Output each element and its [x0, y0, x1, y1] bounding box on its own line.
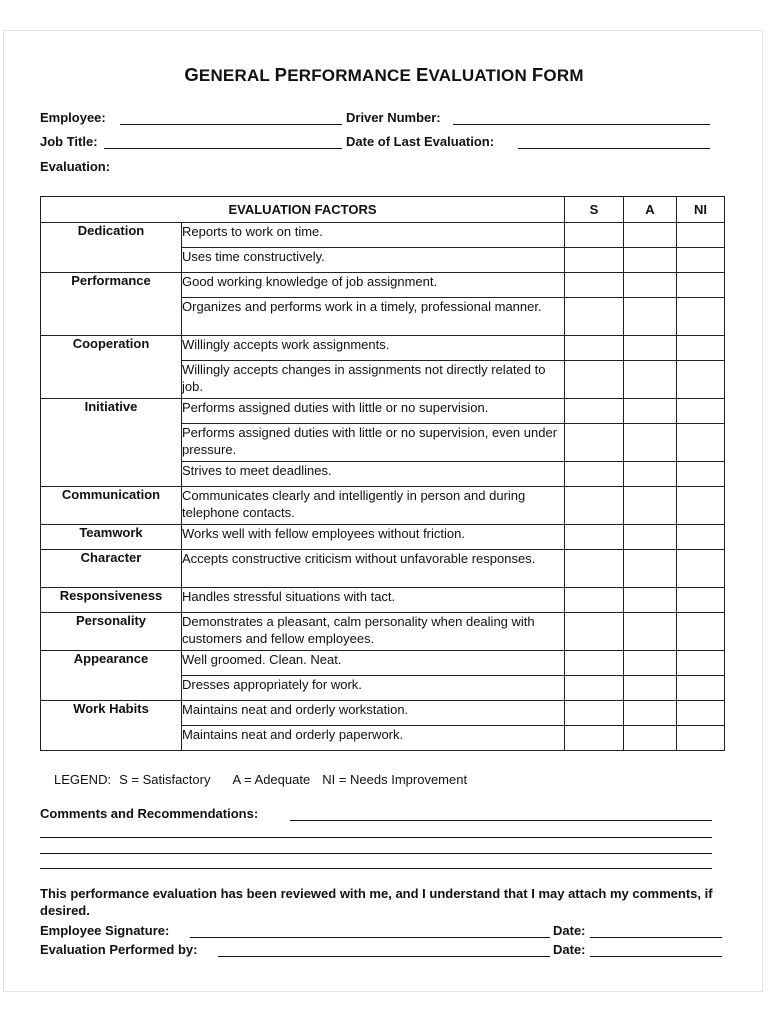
evaluation-table — [40, 196, 725, 751]
factor-text: Well groomed. Clean. Neat. — [182, 651, 565, 676]
rating-s-cell[interactable] — [565, 223, 624, 248]
rating-a-cell[interactable] — [624, 701, 677, 726]
table-row — [41, 588, 725, 613]
rating-ni-cell[interactable] — [677, 298, 725, 336]
rating-s-cell[interactable] — [565, 273, 624, 298]
category-personality: Personality — [41, 613, 182, 651]
rating-ni-cell[interactable] — [677, 726, 725, 751]
rating-ni-cell[interactable] — [677, 462, 725, 487]
rating-s-cell[interactable] — [565, 676, 624, 701]
table-row — [41, 399, 725, 424]
last-evaluation-label: Date of Last Evaluation: — [346, 134, 495, 149]
rating-ni-cell[interactable] — [677, 424, 725, 462]
factor-text: Accepts constructive criticism without unfavorable responses. — [182, 550, 565, 588]
rating-a-cell[interactable] — [624, 298, 677, 336]
employee-label: Employee: — [40, 110, 106, 125]
rating-ni-cell[interactable] — [677, 525, 725, 550]
factor-text: Demonstrates a pleasant, calm personality when dealing with customers and fellow employees. — [182, 613, 565, 651]
factors-header: EVALUATION FACTORS — [41, 197, 565, 223]
rating-ni-cell[interactable] — [677, 273, 725, 298]
category-performance: Performance — [41, 273, 182, 336]
employee-date-field[interactable] — [590, 937, 722, 938]
form-title: GENERAL PERFORMANCE EVALUATION FORM — [184, 64, 584, 85]
rating-s-cell[interactable] — [565, 424, 624, 462]
rating-ni-cell[interactable] — [677, 223, 725, 248]
rating-a-cell[interactable] — [624, 525, 677, 550]
rating-a-cell[interactable] — [624, 676, 677, 701]
factor-text: Communicates clearly and intelligently in person and during telephone contacts. — [182, 487, 565, 525]
table-row — [41, 273, 725, 298]
category-communication: Communication — [41, 487, 182, 525]
rating-ni-cell[interactable] — [677, 248, 725, 273]
factor-text: Works well with fellow employees without friction. — [182, 525, 565, 550]
acknowledgement-text: This performance evaluation has been reviewed with me, and I understand that I may attach my comments, if desired. — [40, 886, 713, 918]
rating-a-cell[interactable] — [624, 462, 677, 487]
category-character: Character — [41, 550, 182, 588]
rating-ni-cell[interactable] — [677, 336, 725, 361]
category-work-habits: Work Habits — [41, 701, 182, 751]
table-row — [41, 613, 725, 651]
legend-satisfactory: S = Satisfactory — [119, 772, 211, 787]
job-title-label: Job Title: — [40, 134, 98, 149]
rating-ni-cell[interactable] — [677, 550, 725, 588]
performed-by-label: Evaluation Performed by: — [40, 942, 198, 957]
factor-text: Reports to work on time. — [182, 223, 565, 248]
rating-a-cell[interactable] — [624, 550, 677, 588]
employee-signature-field[interactable] — [190, 937, 550, 938]
rating-ni-cell[interactable] — [677, 487, 725, 525]
rating-a-cell[interactable] — [624, 588, 677, 613]
rating-s-cell[interactable] — [565, 550, 624, 588]
factor-text: Good working knowledge of job assignment. — [182, 273, 565, 298]
rating-s-cell[interactable] — [565, 487, 624, 525]
rating-ni-cell[interactable] — [677, 676, 725, 701]
legend-label: LEGEND: — [54, 772, 112, 787]
legend-adequate: A = Adequate — [232, 772, 311, 787]
comments-line-1[interactable] — [290, 820, 712, 821]
factor-text: Performs assigned duties with little or no supervision, even under pressure. — [182, 424, 565, 462]
table-row — [41, 701, 725, 726]
rating-s-cell[interactable] — [565, 613, 624, 651]
evaluation-label: Evaluation: — [40, 159, 111, 174]
table-row — [41, 651, 725, 676]
factor-text: Organizes and performs work in a timely, professional manner. — [182, 298, 565, 336]
table-row — [41, 336, 725, 361]
comments-label: Comments and Recommendations: — [40, 806, 259, 821]
rating-s-cell[interactable] — [565, 298, 624, 336]
table-header-row — [41, 197, 725, 223]
rating-ni-cell[interactable] — [677, 701, 725, 726]
rating-s-cell[interactable] — [565, 399, 624, 424]
rating-a-cell[interactable] — [624, 273, 677, 298]
table-row — [41, 525, 725, 550]
comments-line-2[interactable] — [40, 837, 712, 838]
table-row — [41, 550, 725, 588]
rating-a-cell[interactable] — [624, 248, 677, 273]
category-appearance: Appearance — [41, 651, 182, 701]
rating-s-cell[interactable] — [565, 726, 624, 751]
rating-a-cell[interactable] — [624, 613, 677, 651]
rating-s-cell[interactable] — [565, 336, 624, 361]
driver-number-label: Driver Number: — [346, 110, 441, 125]
table-row — [41, 223, 725, 248]
rating-s-cell[interactable] — [565, 361, 624, 399]
performed-by-date-field[interactable] — [590, 956, 722, 957]
category-responsiveness: Responsiveness — [41, 588, 182, 613]
rating-a-cell[interactable] — [624, 223, 677, 248]
factor-text: Willingly accepts changes in assignments not directly related to job. — [182, 361, 565, 399]
category-dedication: Dedication — [41, 223, 182, 273]
comments-line-3[interactable] — [40, 853, 712, 854]
table-row — [41, 487, 725, 525]
employee-field[interactable] — [120, 124, 342, 125]
comments-line-4[interactable] — [40, 868, 712, 869]
rating-s-cell[interactable] — [565, 462, 624, 487]
rating-ni-cell[interactable] — [677, 361, 725, 399]
rating-s-cell[interactable] — [565, 525, 624, 550]
rating-a-cell[interactable] — [624, 487, 677, 525]
factor-text: Willingly accepts work assignments. — [182, 336, 565, 361]
rating-ni-cell[interactable] — [677, 588, 725, 613]
rating-s-cell[interactable] — [565, 701, 624, 726]
factor-text: Performs assigned duties with little or no supervision. — [182, 399, 565, 424]
rating-a-cell[interactable] — [624, 726, 677, 751]
employee-signature-label: Employee Signature: — [40, 923, 170, 938]
rating-ni-cell[interactable] — [677, 651, 725, 676]
legend-needs-improvement: NI = Needs Improvement — [322, 772, 468, 787]
rating-ni-cell[interactable] — [677, 399, 725, 424]
rating-a-cell[interactable] — [624, 651, 677, 676]
job-title-field[interactable] — [104, 148, 342, 149]
rating-a-cell[interactable] — [624, 399, 677, 424]
category-teamwork: Teamwork — [41, 525, 182, 550]
factor-text: Dresses appropriately for work. — [182, 676, 565, 701]
rating-a-cell[interactable] — [624, 361, 677, 399]
performed-by-date-label: Date: — [553, 942, 586, 957]
rating-s-cell[interactable] — [565, 248, 624, 273]
col-needs-improvement-header: NI — [677, 197, 725, 223]
category-cooperation: Cooperation — [41, 336, 182, 399]
driver-number-field[interactable] — [453, 124, 710, 125]
col-adequate-header: A — [624, 197, 677, 223]
rating-s-cell[interactable] — [565, 651, 624, 676]
performed-by-field[interactable] — [218, 956, 550, 957]
factor-text: Uses time constructively. — [182, 248, 565, 273]
factor-text: Handles stressful situations with tact. — [182, 588, 565, 613]
last-evaluation-field[interactable] — [518, 148, 710, 149]
rating-a-cell[interactable] — [624, 424, 677, 462]
col-satisfactory-header: S — [565, 197, 624, 223]
employee-date-label: Date: — [553, 923, 586, 938]
legend — [54, 772, 489, 787]
rating-ni-cell[interactable] — [677, 613, 725, 651]
factor-text: Strives to meet deadlines. — [182, 462, 565, 487]
factor-text: Maintains neat and orderly paperwork. — [182, 726, 565, 751]
rating-s-cell[interactable] — [565, 588, 624, 613]
rating-a-cell[interactable] — [624, 336, 677, 361]
category-initiative: Initiative — [41, 399, 182, 487]
factor-text: Maintains neat and orderly workstation. — [182, 701, 565, 726]
